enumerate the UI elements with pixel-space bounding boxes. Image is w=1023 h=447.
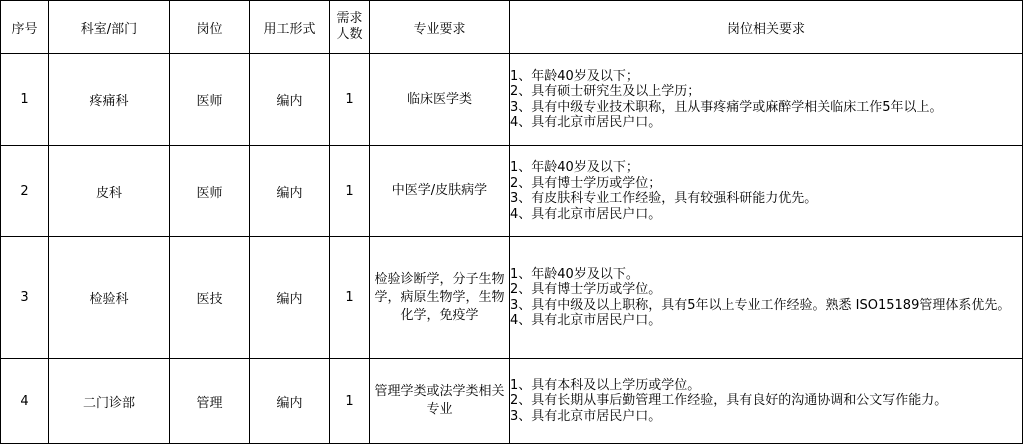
requirement-line: 1、年龄40岁及以下。 [510,266,639,282]
cell-major: 临床医学类 [370,54,510,146]
requirement-line: 4、具有北京市居民户口。 [510,115,662,130]
table-row [1,359,1023,444]
cell-dept: 检验科 [49,237,170,359]
requirement-line: 4、具有北京市居民户口。 [510,313,662,328]
cell-position: 管理 [170,359,250,444]
header-major: 专业要求 [370,1,510,54]
cell-requirements [510,237,1023,359]
requirement-line: 2、具有长期从事后勤管理工作经验，具有良好的沟通协调和公文写作能力。 [510,393,948,409]
cell-requirements [510,146,1023,237]
requirement-line: 2、具有博士学历或学位； [510,175,662,191]
cell-dept: 二门诊部 [49,359,170,444]
cell-employment: 编内 [250,237,330,359]
header-count-line2: 人数 [336,27,363,42]
cell-employment: 编内 [250,146,330,237]
cell-major: 检验诊断学，分子生物学，病原生物学，生物化学，免疫学 [370,237,510,359]
cell-employment: 编内 [250,54,330,146]
cell-dept: 皮科 [49,146,170,237]
requirement-line: 3、具有中级专业技术职称，且从事疼痛学或麻醉学相关临床工作5年以上。 [510,99,943,115]
header-dept: 科室/部门 [49,1,170,54]
cell-position: 医师 [170,146,250,237]
requirement-line: 1、年龄40岁及以下； [510,160,639,175]
requirement-line: 4、具有北京市居民户口。 [510,206,662,222]
requirement-line: 3、具有中级及以上职称，具有5年以上专业工作经验。熟悉 ISO15189管理体系优先。 [510,297,1011,313]
cell-requirements [510,54,1023,146]
requirement-line: 1、具有本科及以上学历或学位。 [510,377,701,393]
cell-count: 1 [330,146,370,237]
header-index: 序号 [1,1,49,54]
requirement-line: 1、年龄40岁及以下； [510,68,639,84]
cell-major: 管理学类或法学类相关专业 [370,359,510,444]
header-position: 岗位 [170,1,250,54]
cell-position: 医师 [170,54,250,146]
cell-count: 1 [330,237,370,359]
requirement-line: 2、具有硕士研究生及以上学历； [510,84,701,99]
requirement-line: 2、具有博士学历或学位。 [510,282,662,297]
cell-count: 1 [330,54,370,146]
header-requirements: 岗位相关要求 [510,1,1023,54]
cell-index: 3 [1,237,49,359]
cell-count: 1 [330,359,370,444]
header-row [1,1,1023,54]
requirement-line: 3、有皮肤科专业工作经验，具有较强科研能力优先。 [510,191,818,206]
cell-requirements [510,359,1023,444]
header-employment: 用工形式 [250,1,330,54]
header-count-line1: 需求 [336,11,363,26]
cell-index: 2 [1,146,49,237]
header-count [330,1,370,54]
cell-major: 中医学/皮肤病学 [370,146,510,237]
cell-index: 1 [1,54,49,146]
table-row [1,237,1023,359]
cell-dept: 疼痛科 [49,54,170,146]
table-row [1,146,1023,237]
cell-index: 4 [1,359,49,444]
requirement-line: 3、具有北京市居民户口。 [510,408,662,424]
cell-employment: 编内 [250,359,330,444]
table-row [1,54,1023,146]
cell-position: 医技 [170,237,250,359]
